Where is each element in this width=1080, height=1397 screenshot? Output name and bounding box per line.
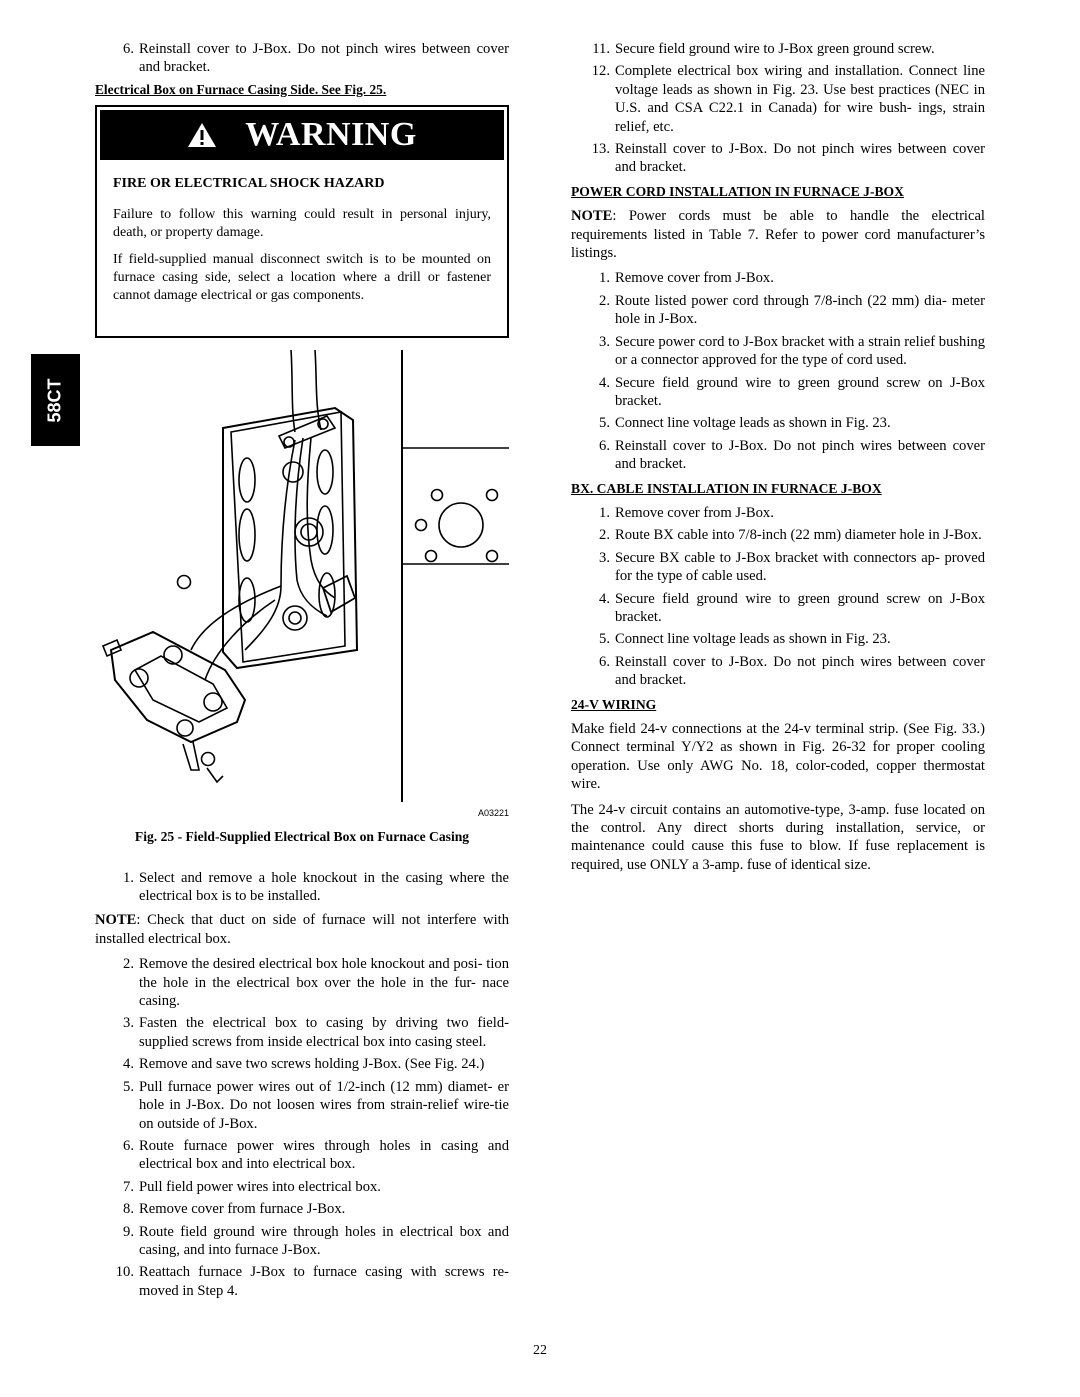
list-text: Secure field ground wire to green ground screw on J-Box bracket. bbox=[615, 374, 985, 409]
list-number: 13. bbox=[591, 141, 610, 158]
list-number: 4. bbox=[123, 1056, 134, 1073]
list-number: 3. bbox=[599, 333, 610, 350]
list-text: Secure field ground wire to green ground screw on J-Box bracket. bbox=[615, 590, 985, 625]
list-number: 5. bbox=[599, 415, 610, 432]
list-text: Secure power cord to J-Box bracket with a strain relief bushing or a connector approved for the type of cord used. bbox=[615, 333, 985, 369]
section-tab bbox=[31, 354, 80, 446]
warning-text: Failure to follow this warning could result in personal injury, death, or property damage. bbox=[113, 207, 491, 241]
list-item bbox=[571, 590, 985, 627]
list-number: 9. bbox=[123, 1223, 134, 1240]
list-text: Connect line voltage leads as shown in Fig. 23. bbox=[615, 415, 891, 432]
list-text: Remove and save two screws holding J-Box. (See Fig. 24.) bbox=[139, 1056, 485, 1073]
numbered-list bbox=[571, 269, 985, 473]
list-text: Remove the desired electrical box hole knockout and posi- tion the hole in the electrical box over the hole in the fur- nace casing. bbox=[139, 956, 509, 1010]
list-number: 4. bbox=[599, 590, 610, 607]
electrical-box-illustration bbox=[95, 350, 509, 820]
list-number: 6. bbox=[599, 437, 610, 454]
list-number: 6. bbox=[599, 653, 610, 670]
paragraph: The 24-v circuit contains an automotive-type, 3-amp. fuse located on the control. Any direct shorts during installation, service, or maintenance could cause this fuse to blow. If fuse replacement is required, use ONLY a 3-amp. fuse of identical size. bbox=[571, 801, 985, 873]
figure-25 bbox=[95, 350, 509, 820]
list-text: Reinstall cover to J-Box. Do not pinch wires between cover and bracket. bbox=[615, 653, 985, 689]
list-text: Pull field power wires into electrical box. bbox=[139, 1178, 381, 1195]
list-item bbox=[571, 140, 985, 177]
note-text: : Check that duct on side of furnace will not interfere with installed electrical box. bbox=[95, 912, 509, 947]
warning-text: If field-supplied manual disconnect switch is to be mounted on furnace casing side, select a location where a drill or fastener cannot damage electrical or gas components. bbox=[113, 252, 491, 304]
list-text: Reattach furnace J-Box to furnace casing with screws re- moved in Step 4. bbox=[139, 1264, 509, 1299]
note-paragraph bbox=[95, 911, 509, 948]
heading-power-cord: POWER CORD INSTALLATION IN FURNACE J-BOX bbox=[571, 183, 904, 199]
list-item bbox=[571, 40, 985, 58]
list-item bbox=[95, 1263, 509, 1300]
warning-triangle-icon bbox=[187, 122, 217, 148]
list-text: Reinstall cover to J-Box. Do not pinch wires between cover and bracket. bbox=[615, 437, 985, 473]
warning-banner bbox=[100, 110, 504, 160]
warning-title: WARNING bbox=[245, 116, 417, 154]
list-item bbox=[571, 630, 985, 648]
list-number: 3. bbox=[123, 1015, 134, 1032]
figure-caption: Fig. 25 - Field-Supplied Electrical Box on Furnace Casing bbox=[134, 829, 470, 845]
list-number: 12. bbox=[591, 63, 610, 80]
list-text: Connect line voltage leads as shown in Fig. 23. bbox=[615, 631, 891, 648]
heading-24v-wiring: 24-V WIRING bbox=[571, 696, 657, 712]
list-text: Remove cover from furnace J-Box. bbox=[139, 1201, 346, 1218]
list-item bbox=[571, 374, 985, 411]
list-item bbox=[571, 437, 985, 474]
list-item bbox=[95, 1014, 509, 1051]
list-text: Route BX cable into 7/8-inch (22 mm) diameter hole in J-Box. bbox=[615, 527, 982, 544]
numbered-list bbox=[571, 40, 985, 177]
list-item bbox=[571, 269, 985, 287]
list-number: 4. bbox=[599, 374, 610, 391]
list-text: Remove cover from J-Box. bbox=[615, 504, 774, 521]
list-text: Secure BX cable to J-Box bracket with connectors ap- proved for the type of cable used. bbox=[615, 549, 985, 585]
list-item: 1. Select and remove a hole knockout in the casing where the electrical box is to be installed. bbox=[123, 869, 509, 905]
list-text: Route field ground wire through holes in electrical box and casing, and into furnace J-Box. bbox=[139, 1223, 509, 1258]
heading-bx-cable: BX. CABLE INSTALLATION IN FURNACE J-BOX bbox=[571, 480, 882, 496]
list-item bbox=[571, 333, 985, 370]
list-number: 2. bbox=[599, 292, 610, 309]
list-item bbox=[95, 1178, 509, 1196]
list-item bbox=[571, 292, 985, 329]
list-item bbox=[95, 1223, 509, 1260]
list-item bbox=[571, 414, 985, 432]
list-number: 7. bbox=[123, 1178, 134, 1195]
warning-body bbox=[97, 163, 507, 336]
note-label: NOTE bbox=[95, 912, 137, 929]
list-item bbox=[95, 1055, 509, 1073]
list-number: 10. bbox=[115, 1264, 134, 1281]
list-number: 1. bbox=[599, 504, 610, 521]
subheading-electrical-box: Electrical Box on Furnace Casing Side. See Fig. 25. bbox=[95, 81, 387, 97]
list-item bbox=[95, 1200, 509, 1218]
list-item bbox=[571, 62, 985, 136]
hazard-heading: FIRE OR ELECTRICAL SHOCK HAZARD bbox=[113, 176, 385, 192]
list-number: 5. bbox=[599, 631, 610, 648]
page-number: 22 bbox=[533, 1343, 547, 1358]
list-text: Reinstall cover to J-Box. Do not pinch wires between cover and bracket. bbox=[615, 141, 985, 176]
list-text: Complete electrical box wiring and installation. Connect line voltage leads as shown in Fig. 23. Use best practices (NEC in U.S. and CSA C22.1 in Canada) for wire bush- ings, strain relief, etc. bbox=[615, 63, 985, 135]
list-number: 3. bbox=[599, 549, 610, 566]
numbered-list bbox=[571, 504, 985, 690]
list-text: Route listed power cord through 7/8-inch (22 mm) dia- meter hole in J-Box. bbox=[615, 292, 985, 328]
list-item bbox=[95, 955, 509, 1010]
list-number: 2. bbox=[123, 956, 134, 973]
list-item bbox=[95, 1137, 509, 1174]
warning-box bbox=[95, 105, 509, 338]
note-paragraph bbox=[571, 207, 985, 262]
list-item bbox=[571, 526, 985, 544]
list-item: 6. Reinstall cover to J-Box. Do not pinch wires between cover and bracket. bbox=[123, 41, 509, 76]
list-text: Route furnace power wires through holes in casing and electrical box and into electrical box. bbox=[139, 1137, 509, 1173]
list-number: 8. bbox=[123, 1201, 134, 1218]
list-text: Pull furnace power wires out of 1/2-inch (12 mm) diamet- er hole in J-Box. Do not loosen wires from strain-relief wire-tie on outside of J-Box. bbox=[139, 1078, 509, 1132]
note-text: : Power cords must be able to handle the electrical requirements listed in Table 7. Refer to power cord manufacturer’s listings. bbox=[571, 208, 985, 262]
list-text: Secure field ground wire to J-Box green ground screw. bbox=[615, 41, 935, 57]
list-item bbox=[95, 1078, 509, 1133]
paragraph: Make field 24-v connections at the 24-v terminal strip. (See Fig. 33.) Connect terminal Y/Y2 as shown in Fig. 26-32 for proper cooling operation. Use only AWG No. 18, color-coded, copper thermostat wire. bbox=[571, 721, 985, 793]
right-column bbox=[571, 40, 985, 881]
list-item bbox=[571, 504, 985, 522]
list-text: Remove cover from J-Box. bbox=[615, 270, 774, 287]
list-number: 6. bbox=[123, 1137, 134, 1154]
section-tab-label: 58CT bbox=[44, 377, 65, 423]
note-label: NOTE bbox=[571, 208, 613, 225]
list-item bbox=[571, 653, 985, 690]
left-column bbox=[95, 40, 509, 1304]
numbered-list bbox=[95, 955, 509, 1300]
list-number: 1. bbox=[599, 270, 610, 287]
figure-code: A03221 bbox=[477, 808, 509, 819]
list-number: 11. bbox=[592, 41, 610, 57]
list-item bbox=[571, 549, 985, 586]
list-number: 2. bbox=[599, 527, 610, 544]
list-number: 5. bbox=[123, 1078, 134, 1095]
list-text: Fasten the electrical box to casing by driving two field- supplied screws from inside electrical box into casing steel. bbox=[139, 1015, 509, 1050]
